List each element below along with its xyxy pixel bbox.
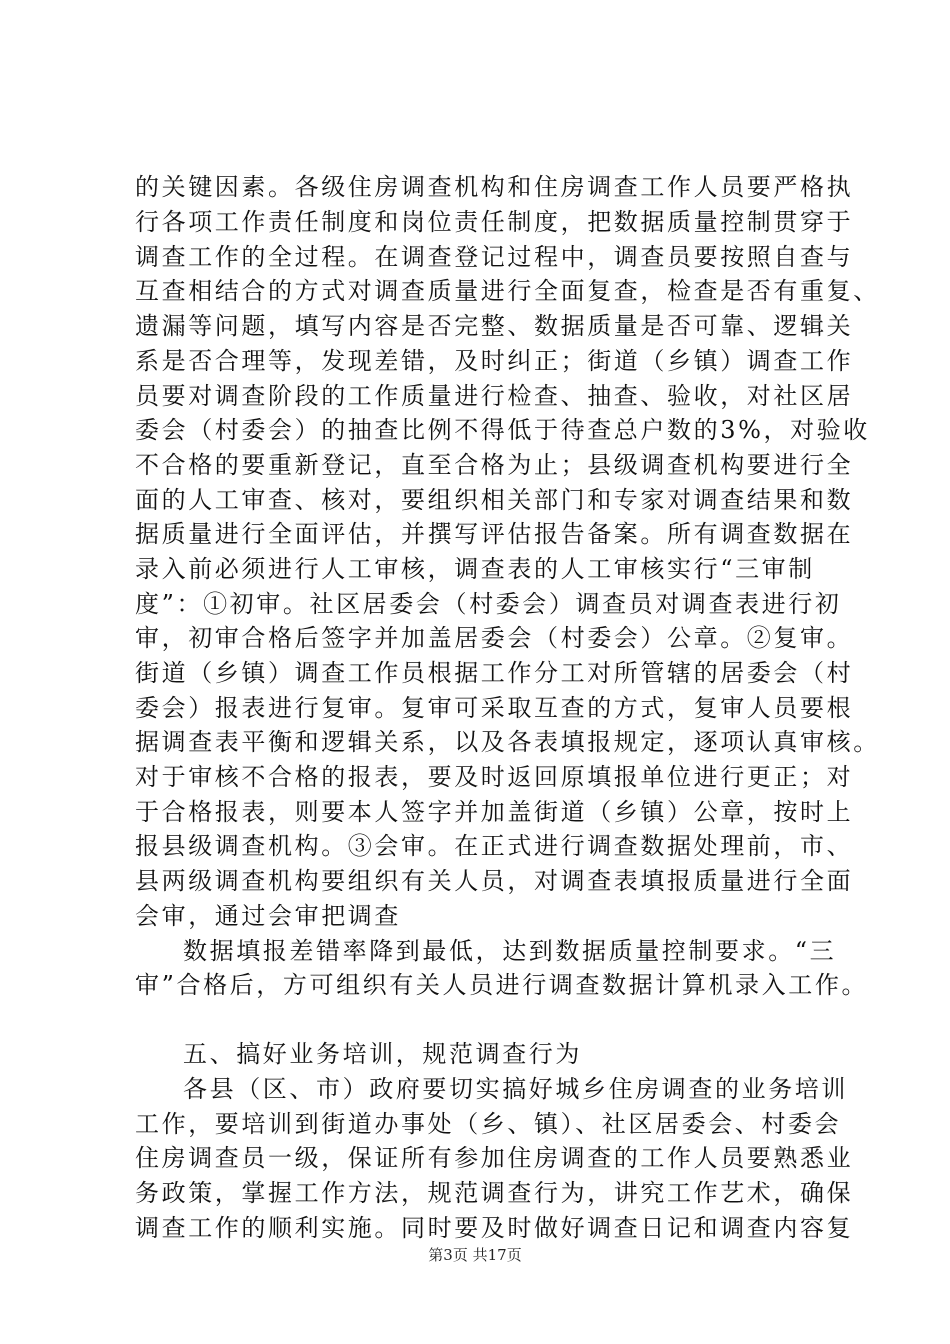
text-line: 工作，要培训到街道办事处（乡、镇）、社区居委会、村委会 xyxy=(135,1110,842,1138)
text-line: 委会）报表进行复审。复审可采取互查的方式，复审人员要根 xyxy=(135,694,854,722)
text-line: 审，初审合格后签字并加盖居委会（村委会）公章。②复审。 xyxy=(135,624,854,652)
text-line: 审”合格后，方可组织有关人员进行调查数据计算机录入工作。 xyxy=(135,971,869,999)
page-footer: 第3页 共17页 xyxy=(428,1246,522,1264)
text-line: 调查工作的全过程。在调查登记过程中，调查员要按照自查与 xyxy=(135,243,854,271)
text-line: 面的人工审查、核对，要组织相关部门和专家对调查结果和数 xyxy=(135,486,854,514)
text-line: 遗漏等问题，填写内容是否完整、数据质量是否可靠、逻辑关 xyxy=(135,312,854,340)
text-line: 街道（乡镇）调查工作员根据工作分工对所管辖的居委会（村 xyxy=(135,659,854,687)
text-line: 度”：①初审。社区居委会（村委会）调查员对调查表进行初 xyxy=(135,590,842,618)
text-line: 的关键因素。各级住房调查机构和住房调查工作人员要严格执 xyxy=(135,173,854,201)
text-line: 系是否合理等，发现差错，及时纠正；街道（乡镇）调查工作 xyxy=(135,347,854,375)
text-line: 住房调查员一级，保证所有参加住房调查的工作人员要熟悉业 xyxy=(135,1144,854,1172)
text-line: 县两级调查机构要组织有关人员，对调查表填报质量进行全面 xyxy=(135,867,854,895)
text-line: 数据填报差错率降到最低，达到数据质量控制要求。“三 xyxy=(183,937,837,965)
text-line: 务政策，掌握工作方法，规范调查行为，讲究工作艺术，确保 xyxy=(135,1179,854,1207)
text-line: 互查相结合的方式对调查质量进行全面复查，检查是否有重复、 xyxy=(135,277,880,305)
text-line: 录入前必须进行人工审核，调查表的人工审核实行“三审制 xyxy=(135,555,815,583)
text-line: 不合格的要重新登记，直至合格为止；县级调查机构要进行全 xyxy=(135,451,854,479)
text-line: 会审，通过会审把调查 xyxy=(135,902,401,930)
text-line: 据质量进行全面评估，并撰写评估报告备案。所有调查数据在 xyxy=(135,520,854,548)
text-line: 据调查表平衡和逻辑关系，以及各表填报规定，逐项认真审核。 xyxy=(135,728,880,756)
text-line: 于合格报表，则要本人签字并加盖街道（乡镇）公章，按时上 xyxy=(135,798,854,826)
section-heading: 五、搞好业务培训，规范调查行为 xyxy=(183,1040,582,1068)
text-line: 各县（区、市）政府要切实搞好城乡住房调查的业务培训 xyxy=(183,1075,848,1103)
text-line: 委会（村委会）的抽查比例不得低于待查总户数的3%，对验收 xyxy=(135,416,870,444)
text-line: 对于审核不合格的报表，要及时返回原填报单位进行更正；对 xyxy=(135,763,854,791)
text-line: 调查工作的顺利实施。同时要及时做好调查日记和调查内容复 xyxy=(135,1214,854,1242)
text-line: 报县级调查机构。③会审。在正式进行调查数据处理前，市、 xyxy=(135,832,854,860)
text-line: 员要对调查阶段的工作质量进行检查、抽查、验收，对社区居 xyxy=(135,382,854,410)
text-line: 行各项工作责任制度和岗位责任制度，把数据质量控制贯穿于 xyxy=(135,208,854,236)
